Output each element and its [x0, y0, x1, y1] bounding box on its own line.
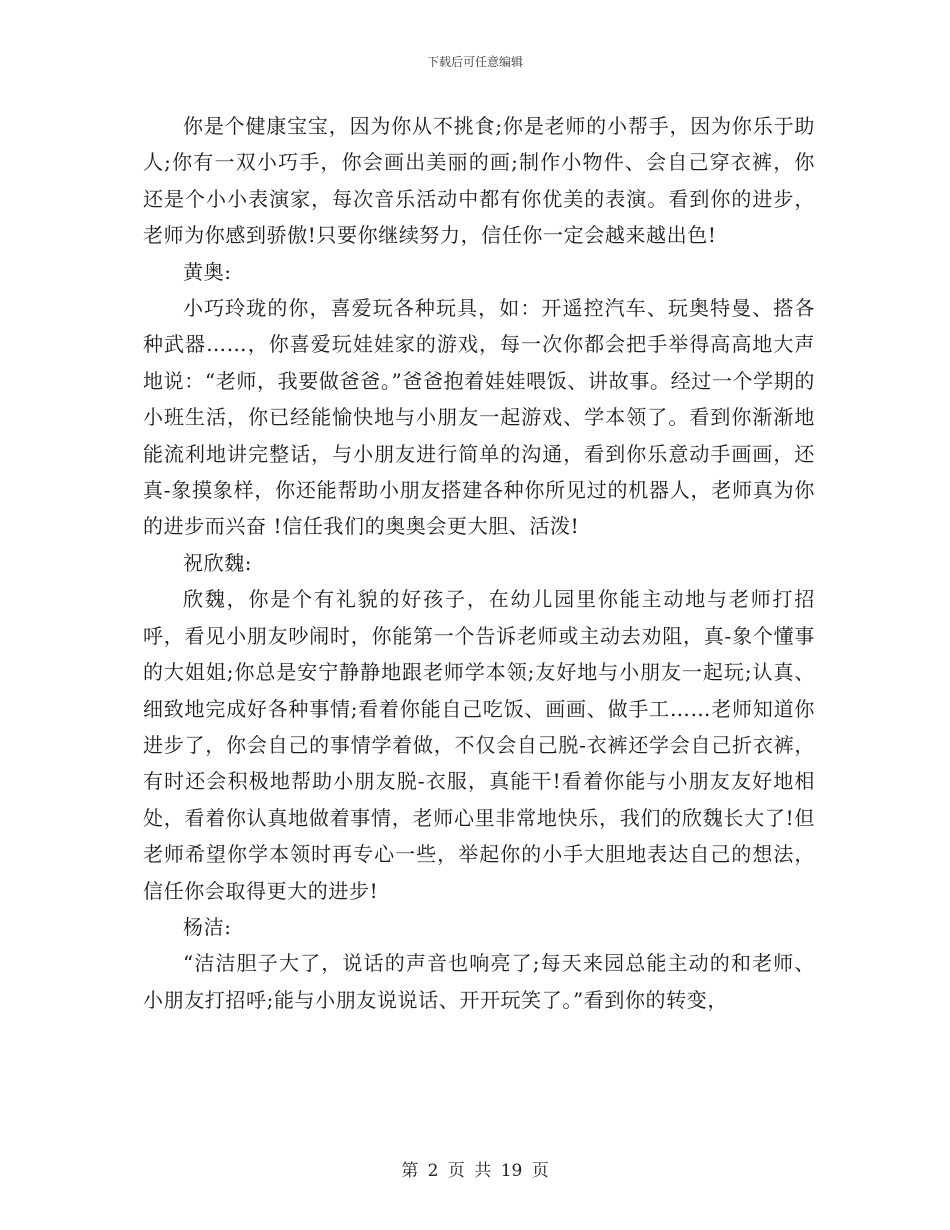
paragraph-comment-zhu-xinwei: 欣魏，你是个有礼貌的好孩子，在幼儿园里你能主动地与老师打招呼，看见小朋友吵闹时，你能第一个告诉老师或主动去劝阻，真-象个懂事的大姐姐;你总是安宁静静地跟老师学本领;友好地与小朋友一起玩;认真、细致地完成好各种事情;看着你能自己吃饭、画画、做手工……老师知道你进步了，你会自己的事情学着做，不仅会自己脱-衣裤还学会自己折衣裤，有时还会积极地帮助小朋友脱-衣服，真能干!看着你能与小朋友友好地相处，看着你认真地做着事情，老师心里非常地快乐，我们的欣魏长大了!但老师希望你学本领时再专心一些，举起你的小手大胆地表达自己的想法，信任你会取得更大的进步!: [143, 587, 815, 903]
page-header: 下载后可任意编辑: [426, 55, 523, 69]
paragraph-comment-yang-jie: “洁洁胆子大了，说话的声音也响亮了;每天来园总能主动的和老师、小朋友打招呼;能与小朋友说说话、开开玩笑了。”看到你的转变，: [143, 951, 815, 1012]
student-name-zhu-xinwei: 祝欣魏:: [183, 550, 253, 575]
document-body: [143, 108, 815, 1018]
student-name-huang-ao: 黄奥:: [183, 259, 232, 284]
student-name-yang-jie: 杨洁:: [183, 914, 232, 939]
paragraph-comment-huang-ao: 小巧玲珑的你，喜爱玩各种玩具，如：开遥控汽车、玩奥特曼、搭各种武器……，你喜爱玩娃娃家的游戏，每一次你都会把手举得高高地大声地说：“老师，我要做爸爸。”爸爸抱着娃娃喂饭、讲故事。经过一个学期的小班生活，你已经能愉快地与小朋友一起游戏、学本领了。看到你渐渐地能流利地讲完整话，与小朋友进行简单的沟通，看到你乐意动手画画，还真-象摸象样，你还能帮助小朋友搭建各种你所见过的机器人，老师真为你的进步而兴奋 !信任我们的奥奥会更大胆、活泼!: [143, 296, 815, 539]
paragraph-comment-1: 你是个健康宝宝，因为你从不挑食;你是老师的小帮手，因为你乐于助人;你有一双小巧手，你会画出美丽的画;制作小物件、会自己穿衣裤，你还是个小小表演家，每次音乐活动中都有你优美的表演。看到你的进步，老师为你感到骄傲!只要你继续努力，信任你一定会越来越出色!: [143, 114, 815, 248]
page-number-footer: 第 2 页 共 19 页: [401, 1161, 549, 1181]
